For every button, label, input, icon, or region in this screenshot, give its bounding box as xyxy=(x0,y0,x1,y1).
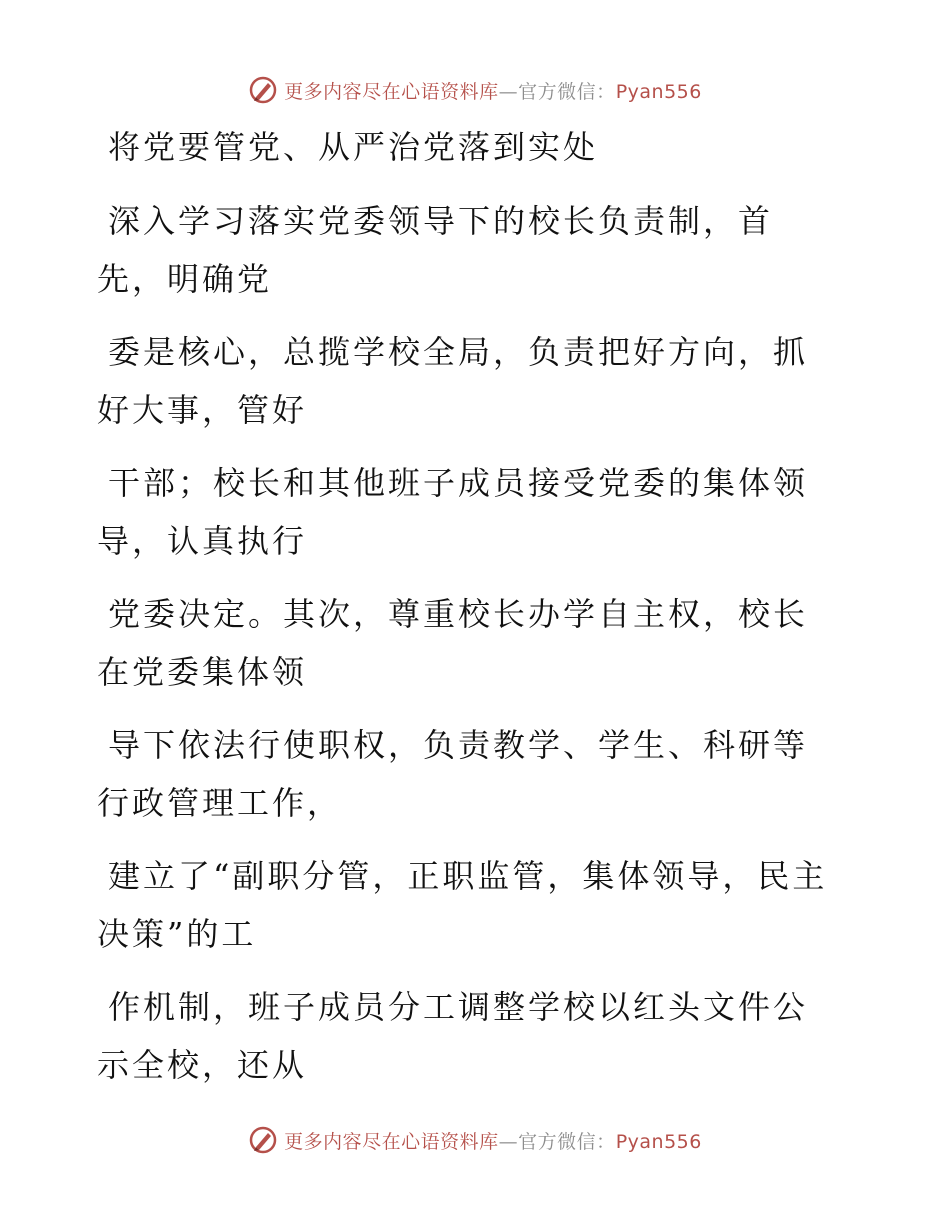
watermark-wechat-id: Pyan556 xyxy=(615,1130,702,1153)
watermark-dash: — xyxy=(498,1130,519,1153)
footer-watermark xyxy=(0,1120,950,1160)
pen-logo-icon xyxy=(248,75,278,105)
paragraph: 党委决定。其次，尊重校长办学自主权，校长在党委集体领 xyxy=(97,595,809,691)
watermark-dash: — xyxy=(498,80,519,103)
watermark-wechat-label: 官方微信： xyxy=(518,1130,616,1153)
header-watermark xyxy=(0,70,950,110)
watermark-text xyxy=(284,1127,702,1154)
paragraph: 将党要管党、从严治党落到实处 xyxy=(108,128,599,166)
document-body xyxy=(97,118,837,1109)
paragraph: 深入学习落实党委领导下的校长负责制，首先，明确党 xyxy=(97,202,774,298)
paragraph: 导下依法行使职权，负责教学、学生、科研等行政管理工作， xyxy=(97,726,809,822)
watermark-brand: 更多内容尽在心语资料库 xyxy=(284,1130,499,1153)
watermark-wechat-id: Pyan556 xyxy=(615,80,702,103)
pen-logo-icon xyxy=(248,1125,278,1155)
watermark-wechat-label: 官方微信： xyxy=(518,80,616,103)
paragraph: 作机制，班子成员分工调整学校以红头文件公示全校，还从 xyxy=(97,988,809,1084)
watermark-text xyxy=(284,77,702,104)
paragraph: 建立了“副职分管，正职监管，集体领导，民主决策”的工 xyxy=(97,857,828,953)
paragraph: 委是核心，总揽学校全局，负责把好方向，抓好大事，管好 xyxy=(97,333,809,429)
watermark-brand: 更多内容尽在心语资料库 xyxy=(284,80,499,103)
paragraph: 干部；校长和其他班子成员接受党委的集体领导，认真执行 xyxy=(97,464,809,560)
